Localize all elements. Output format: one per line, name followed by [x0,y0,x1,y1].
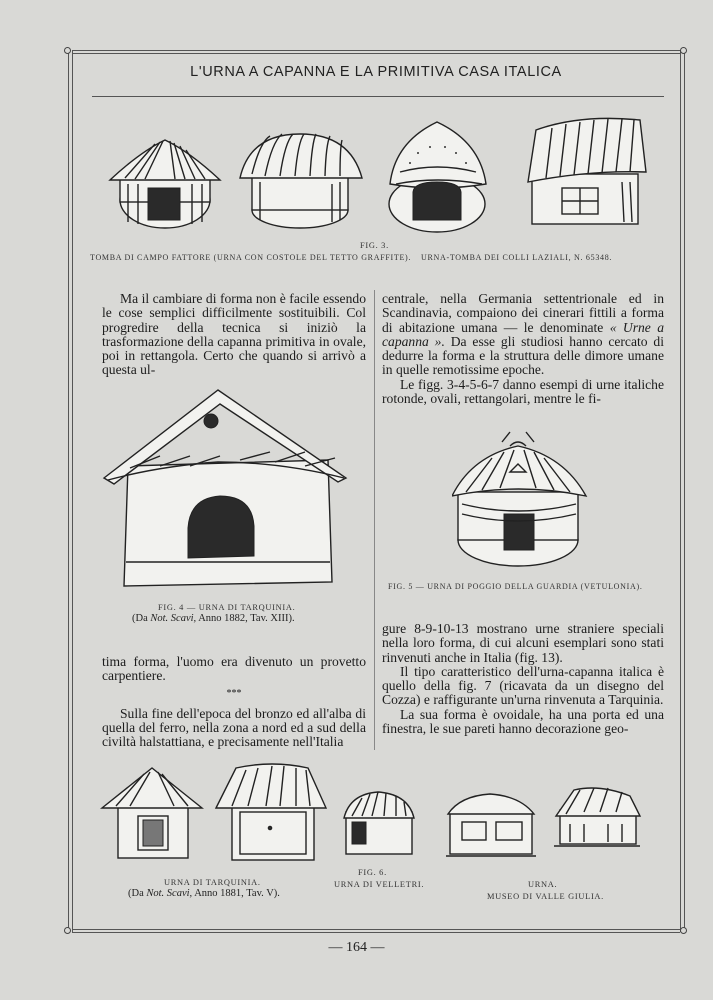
corner-ornament-bl [64,927,71,934]
text-run: centrale, nella Germania settentrionale ed in Scandinavia, compaiono dei cinerari fittili a forma di abitazione umana — le denominate [382,291,664,335]
frame-left-rule-inner [72,50,73,932]
paragraph: gure 8-9-10-13 mostrano urne straniere speciali nella loro forma, di cui alcuni esemplari sono stati rinvenuti anche in Italia (fig. 13). [382,621,664,665]
header-rule [92,96,664,97]
fig6-urn-tarquinia-1 [102,768,202,858]
fig3-urn-ribbed [240,134,362,228]
paragraph: La sua forma è ovoidale, ha una porta ed una finestra, le sue pareti hanno decorazione geo- [382,706,664,737]
left-column-para1 [102,292,366,378]
paragraph: Sulla fine dell'epoca del bronzo ed all'alba di quella del ferro, nella zona a nord ed a sud della civiltà halstattiana, e precisamente nell'Italia [102,705,366,750]
right-column-lower [382,622,664,736]
fig3-urn-campo-fattore [110,140,220,228]
right-column-upper [382,292,664,406]
fig6-right-caption-1: URNA. [528,880,558,889]
column-divider-upper [374,290,375,750]
fig6-right-caption-2: MUSEO DI VALLE GIULIA. [487,892,604,901]
section-separator: *** [226,687,242,699]
fig5-urn-poggio-guardia [452,428,588,572]
frame-right-rule-inner [684,50,685,932]
fig6-urn-valle-giulia-1 [446,794,536,856]
frame-bottom-rule-inner [72,932,680,933]
fig4-urn-tarquinia [100,386,350,596]
fig6-left-caption: URNA DI TARQUINIA. [164,878,261,887]
paragraph: Ma il cambiare di forma non è facile essendo le cose semplici difficilmente sostituibili. Col progredire della tecnica si iniziò la trasformazione della capanna primitiva in ovale, poi in rettangola. Certo che quando si arrivò a questa ul- [102,291,366,378]
quoted-term: « Urne a capanna ». [382,319,664,349]
text-run: Da esse gli studiosi hanno cercato di dedurre la forma e la struttura delle dimore umane in quelle remotissime epoche. [382,333,665,378]
paragraph: Il tipo caratteristico dell'urna-capanna italica è quello della fig. 7 (ricavata da un disegno del Cozza) e raffigurante un'urna rinvenuta a Tarquinia. [382,663,664,708]
paragraph [382,292,664,378]
fig4-source-pre: (Da [132,613,151,624]
fig6-source-italic: Not. Scavi, [146,888,193,899]
fig6-urn-velletri [344,792,414,854]
frame-left-rule [68,50,69,932]
fig3-urn-pointed-dome [389,122,486,232]
fig4-source-italic: Not. Scavi, [150,613,197,624]
corner-ornament-tr [680,47,687,54]
page-number: — 164 — [328,940,385,955]
frame-bottom-rule [72,929,680,930]
fig3-label: FIG. 3. [360,241,389,250]
fig4-source-post: Anno 1882, Tav. XIII). [196,613,295,624]
fig4-source [132,613,295,624]
fig6-urn-tarquinia-2 [216,764,326,860]
left-column-lower [102,655,366,750]
fig6-urn-valle-giulia-2 [554,788,640,846]
fig3-urn-colli-laziali [528,118,646,224]
fig6-left-source [128,888,280,899]
frame-right-rule [680,50,681,932]
fig6-source-post: Anno 1881, Tav. V). [192,888,280,899]
fig3-illustrations [100,112,660,237]
fig6-middle-caption: URNA DI VELLETRI. [334,880,425,889]
corner-ornament-tl [64,47,71,54]
fig3-caption-right: URNA-TOMBA DEI COLLI LAZIALI, N. 65348. [421,253,613,262]
frame-top-rule [72,50,680,51]
fig5-caption: FIG. 5 — URNA DI POGGIO DELLA GUARDIA (VETULONIA). [388,582,643,591]
fig3-caption-left: TOMBA DI CAMPO FATTORE (URNA CON COSTOLE DEL TETTO GRAFFITE). [90,253,412,262]
fig6-label: FIG. 6. [358,868,387,877]
paragraph: tima forma, l'uomo era divenuto un provetto carpentiere. [102,654,366,684]
fig6-source-pre: (Da [128,888,147,899]
corner-ornament-br [680,927,687,934]
paragraph: Le figg. 3-4-5-6-7 danno esempi di urne italiche rotonde, ovali, rettangolari, mentre le fi- [382,376,664,407]
running-header: L'URNA A CAPANNA E LA PRIMITIVA CASA ITALICA [190,64,562,80]
frame-top-rule-inner [72,53,680,54]
fig4-caption: FIG. 4 — URNA DI TARQUINIA. [158,603,296,612]
fig6-illustrations [100,762,660,872]
